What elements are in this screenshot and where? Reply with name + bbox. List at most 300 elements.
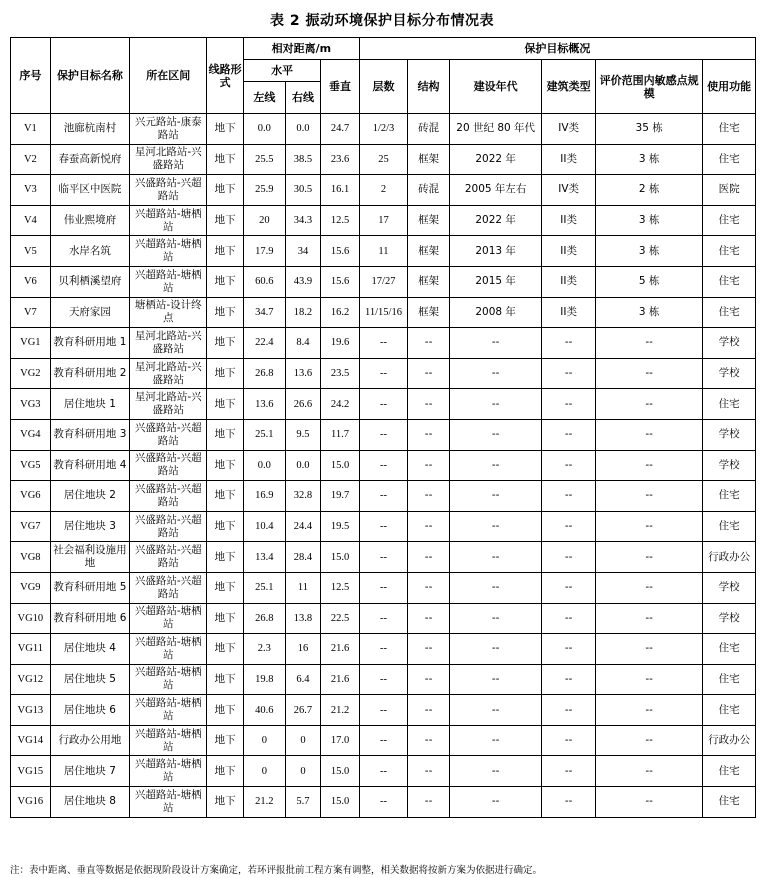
cell-structure: -- — [408, 481, 450, 512]
table-row — [11, 205, 756, 236]
cell-id: V3 — [11, 175, 51, 206]
cell-vertical-distance: 21.2 — [321, 695, 360, 726]
cell-section: 兴超路站-塘栖站 — [130, 787, 207, 818]
cell-structure: -- — [408, 328, 450, 359]
cell-structure: 砖混 — [408, 114, 450, 145]
cell-sensitive-scale: -- — [595, 725, 702, 756]
cell-structure: -- — [408, 725, 450, 756]
cell-id: V1 — [11, 114, 51, 145]
cell-function: 学校 — [703, 572, 756, 603]
table-row — [11, 542, 756, 573]
cell-left-distance: 60.6 — [243, 266, 285, 297]
cell-id: VG14 — [11, 725, 51, 756]
table-row — [11, 756, 756, 787]
cell-right-distance: 24.4 — [285, 511, 320, 542]
cell-function: 住宅 — [703, 114, 756, 145]
cell-sensitive-scale: 3 栋 — [595, 297, 702, 328]
cell-floors: -- — [359, 450, 407, 481]
cell-build-year: -- — [450, 481, 542, 512]
cell-building-type: -- — [542, 542, 596, 573]
table-row — [11, 419, 756, 450]
cell-sensitive-scale: 3 栋 — [595, 144, 702, 175]
cell-name: 伟业熙境府 — [50, 205, 129, 236]
cell-name: 教育科研用地 2 — [50, 358, 129, 389]
cell-id: VG16 — [11, 787, 51, 818]
cell-left-distance: 13.4 — [243, 542, 285, 573]
header-line-form: 线路形式 — [207, 38, 243, 114]
cell-building-type: II类 — [542, 236, 596, 267]
cell-name: 贝利栖溪望府 — [50, 266, 129, 297]
cell-line-form: 地下 — [207, 297, 243, 328]
cell-structure: -- — [408, 572, 450, 603]
cell-line-form: 地下 — [207, 205, 243, 236]
cell-right-distance: 13.8 — [285, 603, 320, 634]
cell-id: V5 — [11, 236, 51, 267]
cell-vertical-distance: 21.6 — [321, 664, 360, 695]
cell-right-distance: 9.5 — [285, 419, 320, 450]
cell-line-form: 地下 — [207, 358, 243, 389]
cell-floors: -- — [359, 542, 407, 573]
cell-name: 行政办公用地 — [50, 725, 129, 756]
cell-structure: 砖混 — [408, 175, 450, 206]
cell-building-type: II类 — [542, 266, 596, 297]
cell-vertical-distance: 23.6 — [321, 144, 360, 175]
cell-section: 兴盛路站-兴超路站 — [130, 542, 207, 573]
cell-vertical-distance: 15.0 — [321, 756, 360, 787]
cell-sensitive-scale: -- — [595, 572, 702, 603]
cell-left-distance: 13.6 — [243, 389, 285, 420]
cell-vertical-distance: 22.5 — [321, 603, 360, 634]
cell-right-distance: 0.0 — [285, 114, 320, 145]
cell-vertical-distance: 16.1 — [321, 175, 360, 206]
cell-section: 星河北路站-兴盛路站 — [130, 144, 207, 175]
cell-left-distance: 21.2 — [243, 787, 285, 818]
cell-function: 住宅 — [703, 756, 756, 787]
cell-name: 居住地块 1 — [50, 389, 129, 420]
cell-id: VG12 — [11, 664, 51, 695]
cell-id: VG2 — [11, 358, 51, 389]
cell-left-distance: 26.8 — [243, 603, 285, 634]
table-row — [11, 634, 756, 665]
cell-build-year: 20 世纪 80 年代 — [450, 114, 542, 145]
cell-vertical-distance: 16.2 — [321, 297, 360, 328]
cell-floors: -- — [359, 634, 407, 665]
cell-line-form: 地下 — [207, 236, 243, 267]
cell-function: 住宅 — [703, 297, 756, 328]
cell-function: 学校 — [703, 603, 756, 634]
cell-left-distance: 0 — [243, 756, 285, 787]
cell-vertical-distance: 23.5 — [321, 358, 360, 389]
table-row — [11, 603, 756, 634]
table-row — [11, 328, 756, 359]
cell-section: 兴盛路站-兴超路站 — [130, 511, 207, 542]
cell-function: 住宅 — [703, 664, 756, 695]
cell-sensitive-scale: 3 栋 — [595, 236, 702, 267]
cell-id: VG11 — [11, 634, 51, 665]
cell-build-year: -- — [450, 542, 542, 573]
cell-building-type: -- — [542, 328, 596, 359]
cell-structure: -- — [408, 450, 450, 481]
vibration-target-table — [10, 37, 756, 818]
cell-id: VG9 — [11, 572, 51, 603]
cell-right-distance: 30.5 — [285, 175, 320, 206]
cell-building-type: -- — [542, 358, 596, 389]
cell-left-distance: 40.6 — [243, 695, 285, 726]
cell-section: 星河北路站-兴盛路站 — [130, 389, 207, 420]
cell-function: 医院 — [703, 175, 756, 206]
cell-vertical-distance: 19.5 — [321, 511, 360, 542]
cell-line-form: 地下 — [207, 572, 243, 603]
cell-structure: 框架 — [408, 236, 450, 267]
cell-left-distance: 25.1 — [243, 419, 285, 450]
cell-name: 春蚕高新悦府 — [50, 144, 129, 175]
cell-floors: -- — [359, 511, 407, 542]
cell-structure: 框架 — [408, 144, 450, 175]
cell-right-distance: 16 — [285, 634, 320, 665]
cell-name: 教育科研用地 5 — [50, 572, 129, 603]
cell-name: 池廊杭南村 — [50, 114, 129, 145]
table-row — [11, 787, 756, 818]
cell-building-type: -- — [542, 603, 596, 634]
cell-floors: -- — [359, 664, 407, 695]
cell-name: 居住地块 7 — [50, 756, 129, 787]
cell-build-year: 2005 年左右 — [450, 175, 542, 206]
cell-sensitive-scale: -- — [595, 511, 702, 542]
cell-right-distance: 0.0 — [285, 450, 320, 481]
cell-building-type: -- — [542, 725, 596, 756]
cell-section: 星河北路站-兴盛路站 — [130, 358, 207, 389]
cell-function: 住宅 — [703, 695, 756, 726]
cell-sensitive-scale: -- — [595, 756, 702, 787]
cell-name: 水岸名筑 — [50, 236, 129, 267]
cell-id: VG13 — [11, 695, 51, 726]
table-row — [11, 695, 756, 726]
cell-line-form: 地下 — [207, 511, 243, 542]
cell-function: 住宅 — [703, 389, 756, 420]
header-section: 所在区间 — [130, 38, 207, 114]
cell-id: VG6 — [11, 481, 51, 512]
cell-vertical-distance: 24.2 — [321, 389, 360, 420]
table-row — [11, 511, 756, 542]
header-seq: 序号 — [11, 38, 51, 114]
cell-structure: -- — [408, 787, 450, 818]
cell-left-distance: 19.8 — [243, 664, 285, 695]
cell-name: 教育科研用地 1 — [50, 328, 129, 359]
cell-left-distance: 25.1 — [243, 572, 285, 603]
cell-section: 兴超路站-塘栖站 — [130, 205, 207, 236]
cell-name: 社会福利设施用地 — [50, 542, 129, 573]
cell-right-distance: 13.6 — [285, 358, 320, 389]
cell-floors: -- — [359, 725, 407, 756]
cell-sensitive-scale: -- — [595, 389, 702, 420]
cell-id: VG15 — [11, 756, 51, 787]
cell-sensitive-scale: -- — [595, 419, 702, 450]
cell-section: 兴盛路站-兴超路站 — [130, 572, 207, 603]
table-row — [11, 358, 756, 389]
cell-sensitive-scale: -- — [595, 450, 702, 481]
cell-build-year: 2022 年 — [450, 205, 542, 236]
table-footnote: 注：表中距离、垂直等数据是依据现阶段设计方案确定，若环评报批前工程方案有调整，相关数据将按新方案为依据进行确定。 — [10, 865, 543, 876]
cell-line-form: 地下 — [207, 144, 243, 175]
cell-vertical-distance: 24.7 — [321, 114, 360, 145]
table-row — [11, 664, 756, 695]
table-row — [11, 175, 756, 206]
cell-floors: -- — [359, 572, 407, 603]
cell-line-form: 地下 — [207, 634, 243, 665]
table-row — [11, 266, 756, 297]
table-title: 表 2 振动环境保护目标分布情况表 — [270, 13, 494, 29]
cell-line-form: 地下 — [207, 175, 243, 206]
cell-id: VG7 — [11, 511, 51, 542]
cell-line-form: 地下 — [207, 664, 243, 695]
cell-right-distance: 8.4 — [285, 328, 320, 359]
cell-right-distance: 0 — [285, 725, 320, 756]
cell-floors: -- — [359, 695, 407, 726]
cell-structure: -- — [408, 695, 450, 726]
cell-id: VG3 — [11, 389, 51, 420]
cell-name: 居住地块 5 — [50, 664, 129, 695]
cell-left-distance: 17.9 — [243, 236, 285, 267]
cell-vertical-distance: 21.6 — [321, 634, 360, 665]
cell-function: 行政办公 — [703, 542, 756, 573]
cell-build-year: -- — [450, 756, 542, 787]
cell-left-distance: 22.4 — [243, 328, 285, 359]
cell-floors: -- — [359, 419, 407, 450]
cell-sensitive-scale: -- — [595, 634, 702, 665]
cell-floors: -- — [359, 481, 407, 512]
header-overview: 保护目标概况 — [359, 38, 755, 60]
cell-build-year: -- — [450, 725, 542, 756]
cell-section: 兴超路站-塘栖站 — [130, 236, 207, 267]
cell-build-year: 2015 年 — [450, 266, 542, 297]
cell-section: 兴超路站-塘栖站 — [130, 266, 207, 297]
cell-structure: 框架 — [408, 297, 450, 328]
cell-name: 教育科研用地 6 — [50, 603, 129, 634]
cell-function: 住宅 — [703, 144, 756, 175]
cell-function: 学校 — [703, 450, 756, 481]
cell-building-type: -- — [542, 419, 596, 450]
cell-line-form: 地下 — [207, 389, 243, 420]
cell-function: 住宅 — [703, 236, 756, 267]
cell-left-distance: 20 — [243, 205, 285, 236]
cell-line-form: 地下 — [207, 542, 243, 573]
cell-right-distance: 11 — [285, 572, 320, 603]
cell-floors: 17/27 — [359, 266, 407, 297]
header-relative-distance: 相对距离/m — [243, 38, 359, 60]
cell-build-year: -- — [450, 695, 542, 726]
cell-build-year: -- — [450, 328, 542, 359]
header-building-type: 建筑类型 — [542, 60, 596, 114]
cell-build-year: 2013 年 — [450, 236, 542, 267]
cell-sensitive-scale: -- — [595, 328, 702, 359]
cell-build-year: -- — [450, 603, 542, 634]
cell-building-type: II类 — [542, 297, 596, 328]
cell-vertical-distance: 19.7 — [321, 481, 360, 512]
cell-id: VG10 — [11, 603, 51, 634]
cell-vertical-distance: 12.5 — [321, 572, 360, 603]
cell-build-year: -- — [450, 634, 542, 665]
cell-right-distance: 38.5 — [285, 144, 320, 175]
cell-building-type: IV类 — [542, 114, 596, 145]
cell-function: 住宅 — [703, 511, 756, 542]
cell-line-form: 地下 — [207, 328, 243, 359]
cell-id: V6 — [11, 266, 51, 297]
cell-left-distance: 25.5 — [243, 144, 285, 175]
cell-section: 兴超路站-塘栖站 — [130, 603, 207, 634]
cell-name: 居住地块 3 — [50, 511, 129, 542]
cell-name: 教育科研用地 3 — [50, 419, 129, 450]
table-row — [11, 114, 756, 145]
cell-build-year: -- — [450, 358, 542, 389]
cell-function: 住宅 — [703, 205, 756, 236]
cell-build-year: -- — [450, 389, 542, 420]
header-sensitive-scale: 评价范围内敏感点规模 — [595, 60, 702, 114]
cell-name: 教育科研用地 4 — [50, 450, 129, 481]
cell-structure: -- — [408, 389, 450, 420]
cell-line-form: 地下 — [207, 695, 243, 726]
cell-right-distance: 0 — [285, 756, 320, 787]
cell-line-form: 地下 — [207, 603, 243, 634]
cell-id: V4 — [11, 205, 51, 236]
cell-building-type: -- — [542, 664, 596, 695]
cell-building-type: II类 — [542, 144, 596, 175]
cell-floors: 11/15/16 — [359, 297, 407, 328]
cell-vertical-distance: 15.0 — [321, 542, 360, 573]
cell-right-distance: 34.3 — [285, 205, 320, 236]
cell-building-type: -- — [542, 572, 596, 603]
cell-building-type: II类 — [542, 205, 596, 236]
cell-section: 兴盛路站-兴超路站 — [130, 175, 207, 206]
cell-sensitive-scale: 2 栋 — [595, 175, 702, 206]
cell-sensitive-scale: -- — [595, 695, 702, 726]
cell-floors: 1/2/3 — [359, 114, 407, 145]
cell-left-distance: 34.7 — [243, 297, 285, 328]
cell-line-form: 地下 — [207, 725, 243, 756]
cell-structure: 框架 — [408, 266, 450, 297]
header-floors: 层数 — [359, 60, 407, 114]
cell-function: 学校 — [703, 419, 756, 450]
cell-structure: -- — [408, 419, 450, 450]
cell-vertical-distance: 15.0 — [321, 787, 360, 818]
cell-vertical-distance: 19.6 — [321, 328, 360, 359]
cell-sensitive-scale: -- — [595, 358, 702, 389]
cell-building-type: -- — [542, 481, 596, 512]
cell-structure: -- — [408, 756, 450, 787]
cell-building-type: -- — [542, 634, 596, 665]
table-row — [11, 572, 756, 603]
cell-name: 居住地块 4 — [50, 634, 129, 665]
cell-line-form: 地下 — [207, 787, 243, 818]
cell-section: 兴盛路站-兴超路站 — [130, 419, 207, 450]
cell-sensitive-scale: 35 栋 — [595, 114, 702, 145]
cell-floors: 25 — [359, 144, 407, 175]
cell-floors: 11 — [359, 236, 407, 267]
cell-id: VG1 — [11, 328, 51, 359]
header-horizontal: 水平 — [243, 60, 320, 82]
cell-function: 住宅 — [703, 787, 756, 818]
header-left-line: 左线 — [243, 82, 285, 114]
cell-structure: -- — [408, 603, 450, 634]
table-row — [11, 725, 756, 756]
table-row — [11, 481, 756, 512]
cell-function: 住宅 — [703, 481, 756, 512]
cell-floors: -- — [359, 756, 407, 787]
table-row — [11, 144, 756, 175]
cell-section: 兴元路站-康泰路站 — [130, 114, 207, 145]
table-row — [11, 297, 756, 328]
cell-sensitive-scale: -- — [595, 481, 702, 512]
cell-line-form: 地下 — [207, 266, 243, 297]
cell-section: 兴超路站-塘栖站 — [130, 725, 207, 756]
cell-left-distance: 2.3 — [243, 634, 285, 665]
cell-function: 学校 — [703, 328, 756, 359]
cell-function: 住宅 — [703, 266, 756, 297]
cell-building-type: -- — [542, 389, 596, 420]
cell-function: 住宅 — [703, 634, 756, 665]
cell-structure: -- — [408, 634, 450, 665]
cell-vertical-distance: 15.6 — [321, 236, 360, 267]
cell-section: 兴盛路站-兴超路站 — [130, 481, 207, 512]
cell-floors: -- — [359, 358, 407, 389]
cell-floors: -- — [359, 328, 407, 359]
cell-sensitive-scale: -- — [595, 787, 702, 818]
cell-sensitive-scale: -- — [595, 542, 702, 573]
cell-building-type: -- — [542, 511, 596, 542]
cell-left-distance: 0 — [243, 725, 285, 756]
cell-right-distance: 32.8 — [285, 481, 320, 512]
cell-building-type: -- — [542, 756, 596, 787]
cell-floors: -- — [359, 603, 407, 634]
cell-sensitive-scale: 3 栋 — [595, 205, 702, 236]
cell-section: 塘栖站-设计终点 — [130, 297, 207, 328]
cell-function: 学校 — [703, 358, 756, 389]
cell-section: 兴盛路站-兴超路站 — [130, 450, 207, 481]
cell-id: VG4 — [11, 419, 51, 450]
cell-right-distance: 28.4 — [285, 542, 320, 573]
cell-right-distance: 34 — [285, 236, 320, 267]
cell-build-year: -- — [450, 787, 542, 818]
cell-floors: 2 — [359, 175, 407, 206]
table-row — [11, 389, 756, 420]
cell-structure: 框架 — [408, 205, 450, 236]
cell-id: V7 — [11, 297, 51, 328]
cell-left-distance: 10.4 — [243, 511, 285, 542]
cell-floors: 17 — [359, 205, 407, 236]
header-structure: 结构 — [408, 60, 450, 114]
cell-line-form: 地下 — [207, 419, 243, 450]
header-function: 使用功能 — [703, 60, 756, 114]
cell-build-year: 2008 年 — [450, 297, 542, 328]
table-row — [11, 236, 756, 267]
cell-section: 兴超路站-塘栖站 — [130, 695, 207, 726]
cell-building-type: IV类 — [542, 175, 596, 206]
cell-id: VG8 — [11, 542, 51, 573]
cell-section: 星河北路站-兴盛路站 — [130, 328, 207, 359]
cell-right-distance: 26.7 — [285, 695, 320, 726]
cell-vertical-distance: 11.7 — [321, 419, 360, 450]
cell-structure: -- — [408, 511, 450, 542]
cell-structure: -- — [408, 542, 450, 573]
cell-left-distance: 26.8 — [243, 358, 285, 389]
cell-structure: -- — [408, 358, 450, 389]
cell-id: V2 — [11, 144, 51, 175]
header-right-line: 右线 — [285, 82, 320, 114]
cell-build-year: -- — [450, 572, 542, 603]
cell-build-year: -- — [450, 664, 542, 695]
cell-build-year: -- — [450, 511, 542, 542]
cell-line-form: 地下 — [207, 114, 243, 145]
cell-line-form: 地下 — [207, 481, 243, 512]
